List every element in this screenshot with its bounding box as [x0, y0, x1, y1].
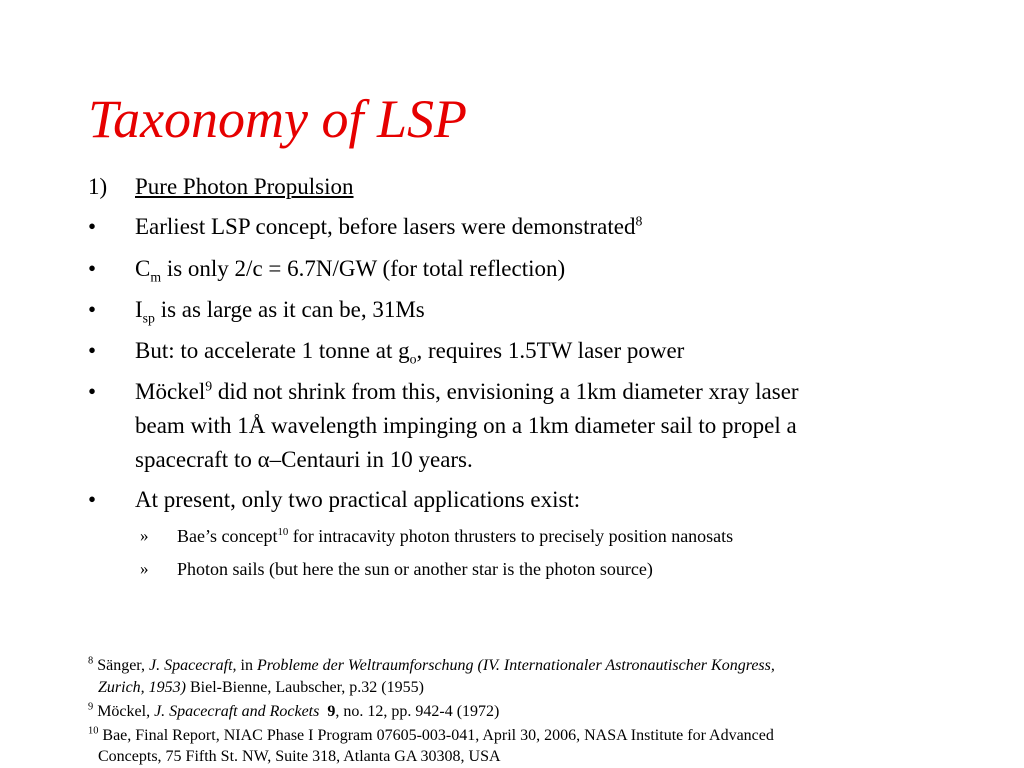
bullet-item-2: $C_m$ is only 2/c = 6.7N/GW (for total reflection) [135, 256, 566, 285]
bullet-glyph: • [88, 256, 97, 281]
bullet-item-5-line-1: Möckel$^9$ did not shrink from this, envisioning a 1km diameter xray laser [135, 378, 799, 404]
heading-number: 1) [88, 174, 108, 199]
bullet-glyph: • [88, 214, 97, 239]
heading-text: Pure Photon Propulsion [135, 174, 354, 199]
bullet-item-6: At present, only two practical applications exist: [135, 487, 581, 512]
sub-bullet-glyph: » [140, 559, 149, 578]
bullet-glyph: • [88, 338, 97, 363]
sub-bullet-glyph: » [140, 526, 149, 545]
bullet-item-3: $I_{sp}$ is as large as it can be, 31Ms [135, 297, 425, 326]
sub-bullet-item-2: Photon sails (but here the sun or another star is the photon source) [177, 559, 653, 579]
bullet-item-5-line-3: spacecraft to α–Centauri in 10 years. [135, 447, 473, 472]
slide-title: Taxonomy of LSP [88, 89, 468, 149]
bullet-item-1: Earliest LSP concept, before lasers were demonstrated$^8$ [135, 213, 643, 239]
bullet-glyph: • [88, 297, 97, 322]
footnote-10: $^{10}$ Bae, Final Report, NIAC Phase I Program 07605-003-041, April 30, 2006, NASA Institute for Advanced [88, 725, 774, 744]
sub-bullet-item-1: Bae’s concept$^{10}$ for intracavity photon thrusters to precisely position nanosats [177, 526, 734, 546]
bullet-item-5-line-2: beam with 1Å wavelength impinging on a 1km diameter sail to propel a [135, 413, 797, 438]
footnote-8-continued: Zurich, 1953) Biel-Bienne, Laubscher, p.32 (1955) [98, 679, 424, 696]
bullet-item-4: But: to accelerate 1 tonne at $g_o$, requires 1.5TW laser power [135, 338, 685, 367]
footnote-10-continued: Concepts, 75 Fifth St. NW, Suite 318, Atlanta GA 30308, USA [98, 748, 501, 765]
footnote-9: $^9$ Möckel, J. Spacecraft and Rockets 9, no. 12, pp. 942-4 (1972) [88, 701, 500, 720]
bullet-glyph: • [88, 487, 97, 512]
bullet-glyph: • [88, 379, 97, 404]
footnote-8: $^8$ Sänger, J. Spacecraft, in Probleme der Weltraumforschung (IV. Internationaler Astronautischer Kongress, [88, 655, 775, 674]
